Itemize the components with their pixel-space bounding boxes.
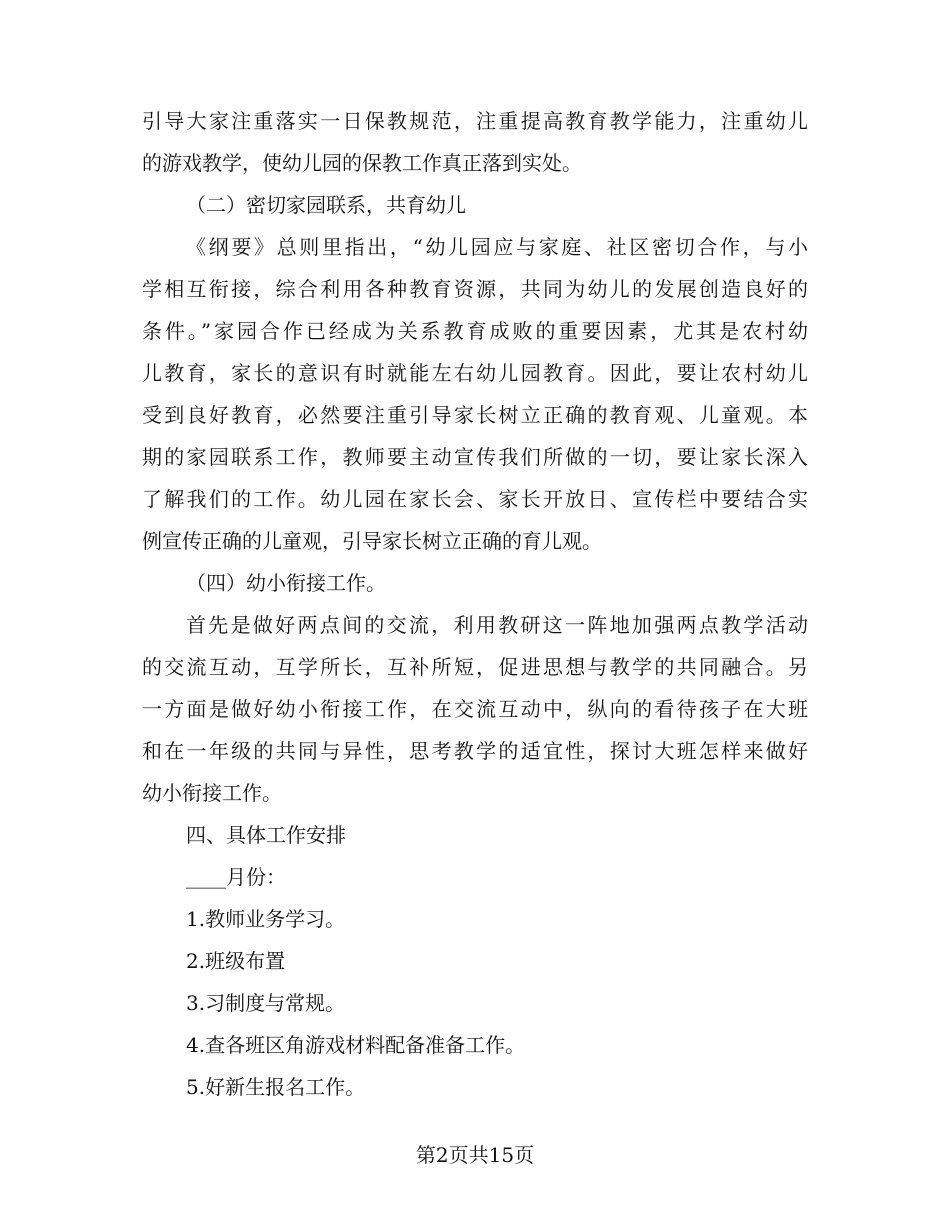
text-line: 学相互衔接，综合利用各种教育资源，共同为幼儿的发展创造良好的 [142,277,808,301]
document-body [142,100,808,1108]
text-line: 儿教育，家长的意识有时就能左右幼儿园教育。因此，要让农村幼儿 [142,361,808,385]
text-line: 引导大家注重落实一日保教规范，注重提高教育教学能力，注重幼儿 [142,109,808,133]
text-line: 《纲要》总则里指出，“幼儿园应与家庭、社区密切合作，与小 [186,235,808,259]
month-line: ____月份： [186,865,286,889]
text-line: 一方面是做好幼小衔接工作，在交流互动中，纵向的看待孩子在大班 [142,697,808,721]
text-line: 条件。”家园合作已经成为关系教育成败的重要因素，尤其是农村幼 [142,319,808,343]
text-line: 首先是做好两点间的交流，利用教研这一阵地加强两点教学活动 [186,613,808,637]
list-item: 2.班级布置 [186,949,286,973]
section-heading: 四、具体工作安排 [186,823,346,847]
text-line: 幼小衔接工作。 [142,781,282,805]
text-line: 的游戏教学，使幼儿园的保教工作真正落到实处。 [142,151,582,175]
section-heading: （四）幼小衔接工作。 [186,571,386,595]
list-item: 4.查各班区角游戏材料配备准备工作。 [186,1033,526,1057]
list-item: 1.教师业务学习。 [186,907,346,931]
text-line: 期的家园联系工作，教师要主动宣传我们所做的一切，要让家长深入 [142,445,808,469]
text-line: 受到良好教育，必然要注重引导家长树立正确的教育观、儿童观。本 [142,403,808,427]
list-item: 5.好新生报名工作。 [186,1075,366,1099]
text-line: 例宣传正确的儿童观，引导家长树立正确的育儿观。 [142,529,602,553]
list-item: 3.习制度与常规。 [186,991,346,1015]
text-line: 了解我们的工作。幼儿园在家长会、家长开放日、宣传栏中要结合实 [142,487,808,511]
section-heading: （二）密切家园联系，共育幼儿 [186,193,466,217]
text-line: 的交流互动，互学所长，互补所短，促进思想与教学的共同融合。另 [142,655,808,679]
page-number: 第2页共15页 [415,1143,535,1167]
text-line: 和在一年级的共同与异性，思考教学的适宜性，探讨大班怎样来做好 [142,739,808,763]
